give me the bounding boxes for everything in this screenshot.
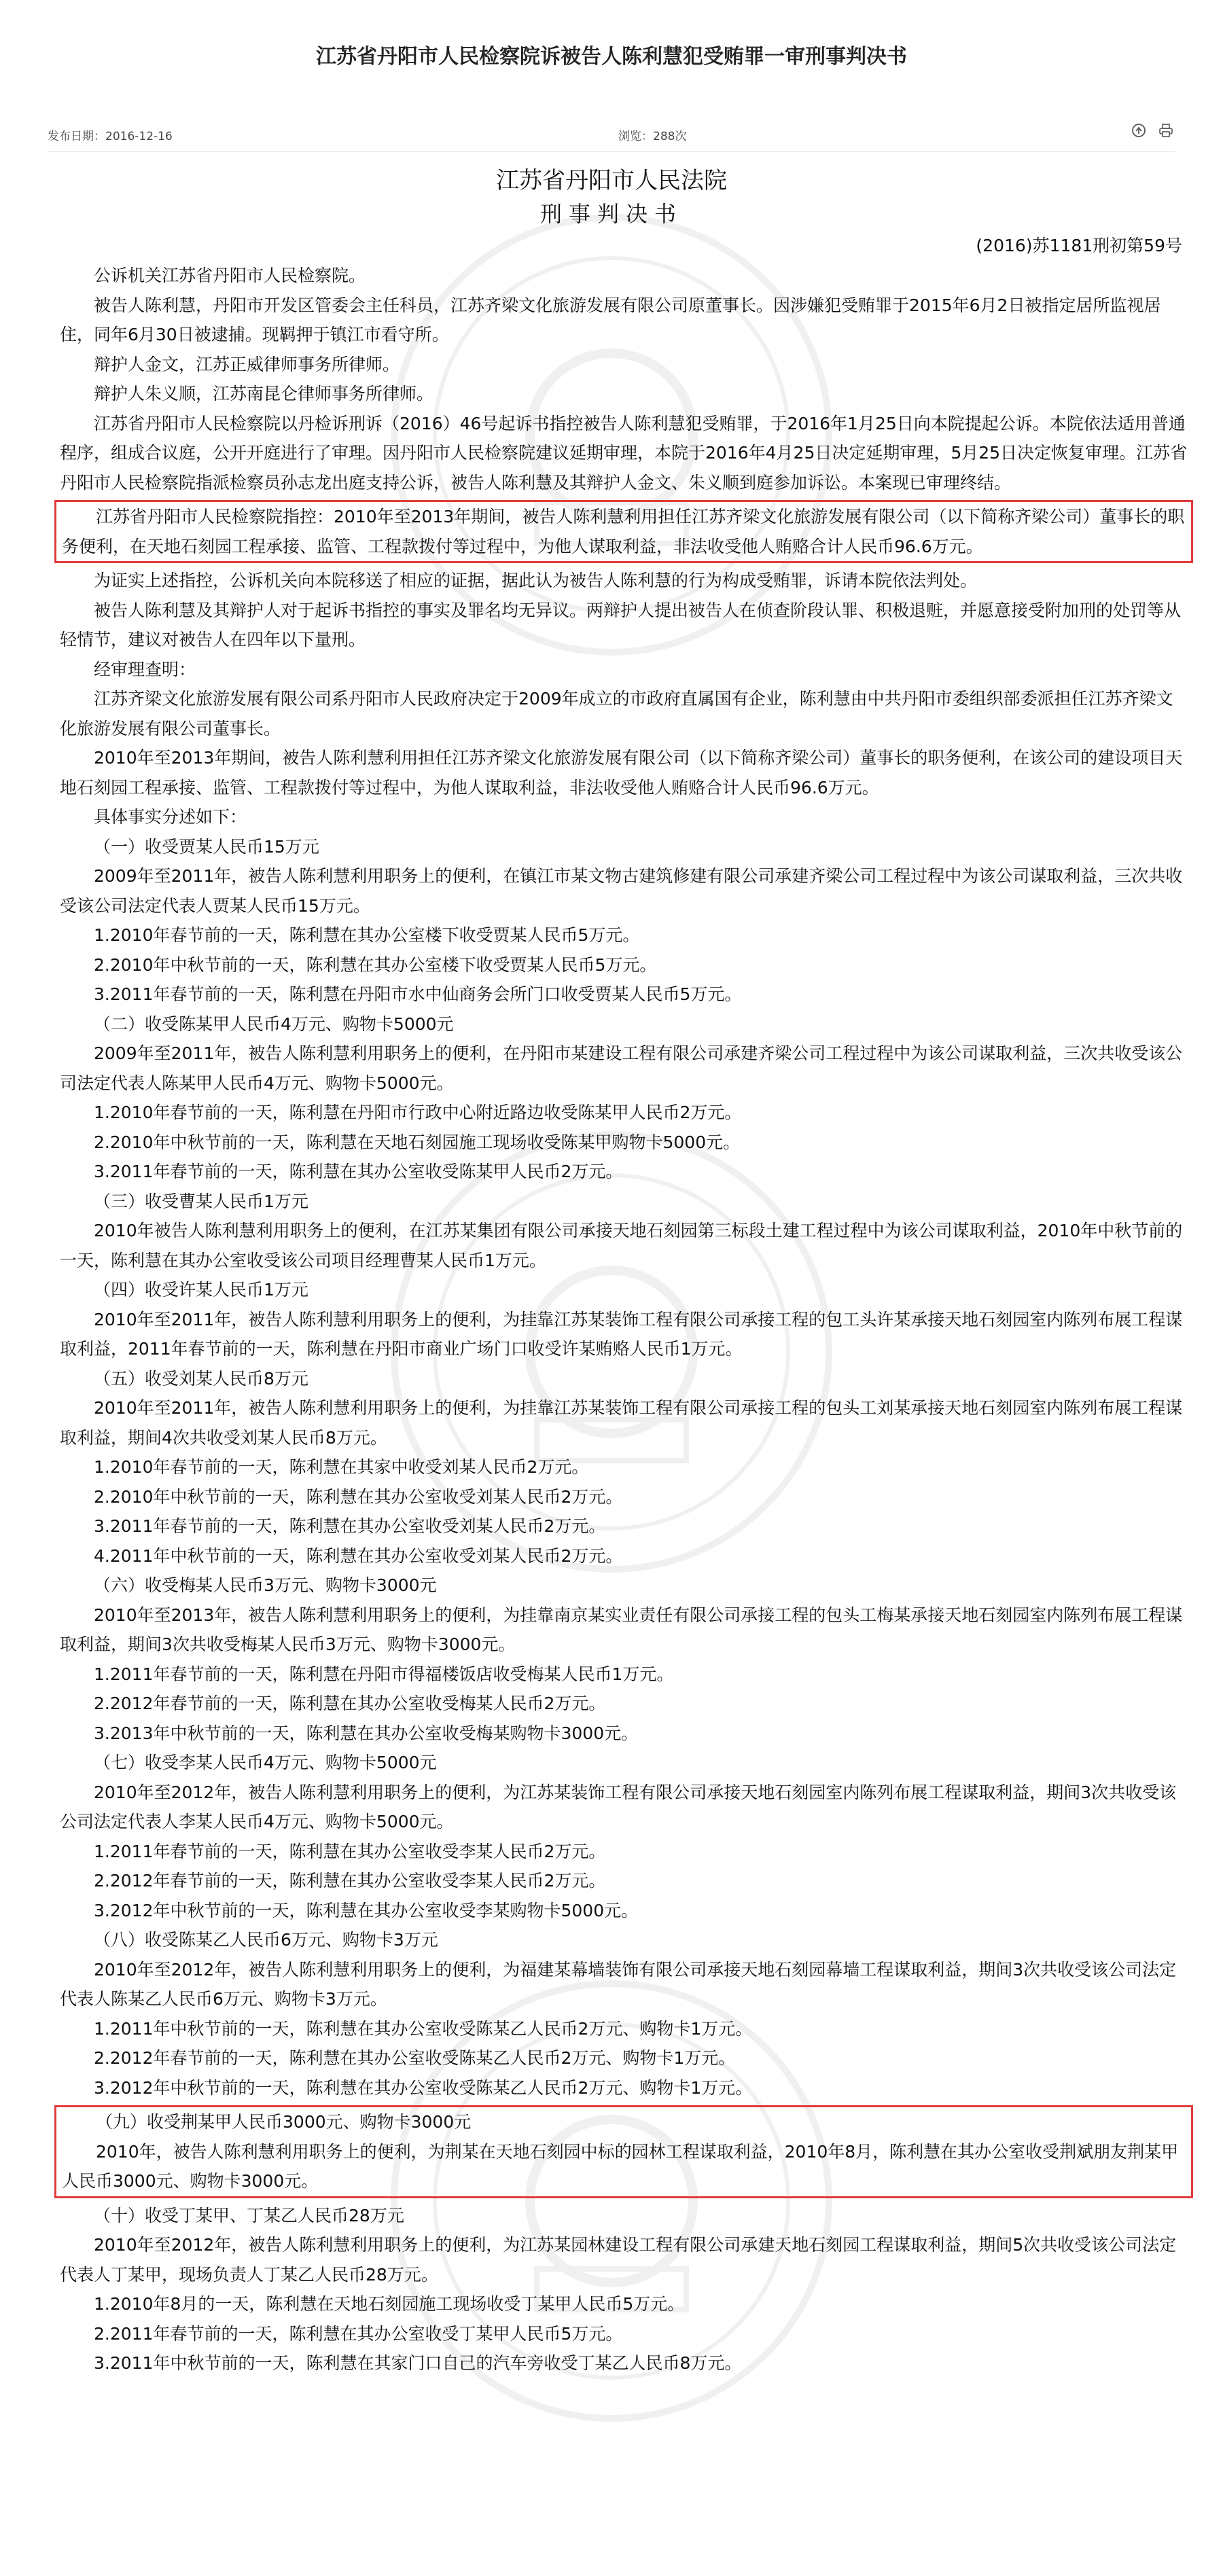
list-item: 3.2011年中秋节前的一天，陈利慧在其家门口自己的汽车旁收受丁某乙人民币8万元。 <box>94 2353 742 2373</box>
paragraph: 江苏省丹阳市人民检察院指控：2010年至2013年期间，被告人陈利慧利用担任江苏齐梁文化旅游发展有限公司（以下简称齐梁公司）董事长的职务便利，在天地石刻园工程承接、监管、工程款拨付等过程中，为他人谋取利益，非法收受他人贿赂合计人民币96.6万元。 <box>62 507 1185 556</box>
section-heading: （九）收受荆某甲人民币3000元、购物卡3000元 <box>96 2112 472 2132</box>
case-number: (2016)苏1181刑初第59号 <box>976 236 1182 255</box>
list-item: 3.2012年中秋节前的一天，陈利慧在其办公室收受陈某乙人民币2万元、购物卡1万元。 <box>94 2077 753 2098</box>
list-item: 3.2012年中秋节前的一天，陈利慧在其办公室收受李某购物卡5000元。 <box>94 1900 639 1920</box>
section-heading: （四）收受许某人民币1万元 <box>94 1280 308 1300</box>
list-item: 2.2010年中秋节前的一天，陈利慧在其办公室楼下收受贾某人民币5万元。 <box>94 954 657 975</box>
highlight-box-indictment <box>54 500 1193 563</box>
view-count: 浏览：288次 <box>618 130 687 143</box>
list-item: 1.2010年春节前的一天，陈利慧在丹阳市行政中心附近路边收受陈某甲人民币2万元。 <box>94 1103 742 1122</box>
list-item: 1.2011年春节前的一天，陈利慧在其办公室收受李某人民币2万元。 <box>94 1841 606 1861</box>
list-item: 2.2012年春节前的一天，陈利慧在其办公室收受李某人民币2万元。 <box>94 1871 606 1891</box>
document-type: 刑事判决书 <box>539 201 683 227</box>
list-item: 3.2011年春节前的一天，陈利慧在其办公室收受刘某人民币2万元。 <box>94 1516 606 1536</box>
paragraph: 2010年至2013年期间，被告人陈利慧利用担任江苏齐梁文化旅游发展有限公司（以下简称齐梁公司）董事长的职务便利，在该公司的建设项目天地石刻园工程承接、监管、工程款拨付等过程中，为他人谋取利益，非法收受他人贿赂合计人民币96.6万元。 <box>60 748 1183 798</box>
meta-row <box>48 121 1175 148</box>
meta-actions <box>1129 121 1175 140</box>
paragraph: 2010年至2011年，被告人陈利慧利用职务上的便利，为挂靠江苏某装饰工程有限公司承接工程的包工头许某承接天地石刻园室内陈列布展工程谋取利益，2011年春节前的一天，陈利慧在丹阳市商业广场门口收受许某贿赂人民币1万元。 <box>60 1309 1183 1359</box>
print-icon[interactable] <box>1156 121 1175 140</box>
list-item: 4.2011年中秋节前的一天，陈利慧在其办公室收受刘某人民币2万元。 <box>94 1545 623 1566</box>
list-item: 2.2010年中秋节前的一天，陈利慧在其办公室收受刘某人民币2万元。 <box>94 1486 623 1507</box>
list-item: 3.2011年春节前的一天，陈利慧在其办公室收受陈某甲人民币2万元。 <box>94 1162 623 1181</box>
paragraph: 2010年，被告人陈利慧利用职务上的便利，为荆某在天地石刻园中标的园林工程谋取利益，2010年8月，陈利慧在其办公室收受荆斌朋友荆某甲人民币3000元、购物卡3000元。 <box>62 2141 1179 2191</box>
paragraph: 2010年至2012年，被告人陈利慧利用职务上的便利，为福建某幕墙装饰有限公司承接天地石刻园幕墙工程谋取利益，期间3次共收受该公司法定代表人陈某乙人民币6万元、购物卡3万元。 <box>60 1959 1177 2009</box>
list-item: 2.2012年春节前的一天，陈利慧在其办公室收受陈某乙人民币2万元、购物卡1万元。 <box>94 2048 736 2068</box>
section-heading: （二）收受陈某甲人民币4万元、购物卡5000元 <box>94 1014 454 1034</box>
section-heading: （七）收受李某人民币4万元、购物卡5000元 <box>94 1753 437 1772</box>
section-heading: （三）收受曹某人民币1万元 <box>94 1191 308 1211</box>
highlight-box-item-nine <box>54 2105 1193 2198</box>
share-icon[interactable] <box>1129 121 1148 140</box>
list-item: 2.2012年春节前的一天，陈利慧在其办公室收受梅某人民币2万元。 <box>94 1694 606 1713</box>
paragraph: 2010年至2012年，被告人陈利慧利用职务上的便利，为江苏某园林建设工程有限公司承建天地石刻园工程谋取利益，期间5次共收受该公司法定代表人丁某甲，现场负责人丁某乙人民币28万元。 <box>60 2235 1177 2285</box>
section-heading: （八）收受陈某乙人民币6万元、购物卡3万元 <box>94 1930 438 1950</box>
paragraph: 2010年至2013年，被告人陈利慧利用职务上的便利，为挂靠南京某实业责任有限公司承接工程的包头工梅某承接天地石刻园室内陈列布展工程谋取利益，期间3次共收受梅某人民币3万元、购物卡3000元。 <box>60 1605 1183 1654</box>
list-item: 1.2010年春节前的一天，陈利慧在其家中收受刘某人民币2万元。 <box>94 1457 589 1477</box>
paragraph: 公诉机关江苏省丹阳市人民检察院。 <box>94 266 366 285</box>
paragraph: 2010年至2012年，被告人陈利慧利用职务上的便利，为江苏某装饰工程有限公司承接天地石刻园室内陈列布展工程谋取利益，期间3次共收受该公司法定代表人李某人民币4万元、购物卡5000元。 <box>60 1782 1177 1831</box>
list-item: 1.2011年春节前的一天，陈利慧在丹阳市得福楼饭店收受梅某人民币1万元。 <box>94 1664 674 1684</box>
judgment-body <box>60 261 1188 2378</box>
paragraph: 江苏齐梁文化旅游发展有限公司系丹阳市人民政府决定于2009年成立的市政府直属国有企业，陈利慧由中共丹阳市委组织部委派担任江苏齐梁文化旅游发展有限公司董事长。 <box>60 689 1173 738</box>
list-item: 2.2010年中秋节前的一天，陈利慧在天地石刻园施工现场收受陈某甲购物卡5000元。 <box>94 1132 741 1152</box>
paragraph: 为证实上述指控，公诉机关向本院移送了相应的证据，据此认为被告人陈利慧的行为构成受贿罪，诉请本院依法判处。 <box>94 571 978 590</box>
title-bar <box>0 0 1223 109</box>
section-heading: （十）收受丁某甲、丁某乙人民币28万元 <box>94 2205 404 2225</box>
paragraph: 具体事实分述如下： <box>94 807 247 827</box>
paragraph: 2010年被告人陈利慧利用职务上的便利，在江苏某集团有限公司承接天地石刻园第三标段土建工程过程中为该公司谋取利益，2010年中秋节前的一天，陈利慧在其办公室收受该公司项目经理曹某人民币1万元。 <box>60 1221 1183 1270</box>
paragraph: 经审理查明： <box>94 659 196 679</box>
list-item: 1.2010年春节前的一天，陈利慧在其办公室楼下收受贾某人民币5万元。 <box>94 925 640 945</box>
page-title: 江苏省丹阳市人民检察院诉被告人陈利慧犯受贿罪一审刑事判决书 <box>316 45 907 69</box>
list-item: 1.2010年8月的一天，陈利慧在天地石刻园施工现场收受丁某甲人民币5万元。 <box>94 2294 685 2314</box>
section-heading: （六）收受梅某人民币3万元、购物卡3000元 <box>94 1575 437 1595</box>
publish-date: 发布日期：2016-12-16 <box>48 130 173 143</box>
paragraph: 被告人陈利慧，丹阳市开发区管委会主任科员，江苏齐梁文化旅游发展有限公司原董事长。因涉嫌犯受贿罪于2015年6月2日被指定居所监视居住，同年6月30日被逮捕。现羁押于镇江市看守所。 <box>60 295 1161 344</box>
list-item: 3.2011年春节前的一天，陈利慧在丹阳市水中仙商务会所门口收受贾某人民币5万元。 <box>94 984 742 1004</box>
paragraph: 2010年至2011年，被告人陈利慧利用职务上的便利，为挂靠江苏某装饰工程有限公司承接工程的包头工刘某承接天地石刻园室内陈列布展工程谋取利益，期间4次共收受刘某人民币8万元。 <box>60 1398 1183 1448</box>
paragraph: 2009年至2011年，被告人陈利慧利用职务上的便利，在丹阳市某建设工程有限公司承建齐梁公司工程过程中为该公司谋取利益，三次共收受该公司法定代表人陈某甲人民币4万元、购物卡5000元。 <box>60 1043 1183 1093</box>
court-name: 江苏省丹阳市人民法院 <box>496 167 727 194</box>
list-item: 3.2013年中秋节前的一天，陈利慧在其办公室收受梅某购物卡3000元。 <box>94 1723 639 1743</box>
paragraph: 被告人陈利慧及其辩护人对于起诉书指控的事实及罪名均无异议。两辩护人提出被告人在侦查阶段认罪、积极退赃，并愿意接受附加刑的处罚等从轻情节，建议对被告人在四年以下量刑。 <box>60 600 1182 649</box>
list-item: 2.2011年春节前的一天，陈利慧在其办公室收受丁某甲人民币5万元。 <box>94 2323 623 2344</box>
section-heading: （一）收受贾某人民币15万元 <box>94 836 319 857</box>
paragraph: 辩护人金文，江苏正威律师事务所律师。 <box>94 354 400 374</box>
paragraph: 2009年至2011年，被告人陈利慧利用职务上的便利，在镇江市某文物古建筑修建有限公司承建齐梁公司工程过程中为该公司谋取利益，三次共收受该公司法定代表人贾某人民币15万元。 <box>60 866 1183 916</box>
list-item: 1.2011年中秋节前的一天，陈利慧在其办公室收受陈某乙人民币2万元、购物卡1万元。 <box>94 2018 753 2039</box>
paragraph: 辩护人朱义顺，江苏南昆仑律师事务所律师。 <box>94 384 434 404</box>
paragraph: 江苏省丹阳市人民检察院以丹检诉刑诉（2016）46号起诉书指控被告人陈利慧犯受贿罪，于2016年1月25日向本院提起公诉。本院依法适用普通程序，组成合议庭，公开开庭进行了审理。因丹阳市人民检察院建议延期审理，本院于2016年4月25日决定延期审理，5月25日决定恢复审理。江苏省丹阳市人民检察院指派检察员孙志龙出庭支持公诉，被告人陈利慧及其辩护人金文、朱义顺到庭参加诉讼。本案现已审理终结。 <box>60 413 1188 493</box>
section-heading: （五）收受刘某人民币8万元 <box>94 1368 308 1389</box>
